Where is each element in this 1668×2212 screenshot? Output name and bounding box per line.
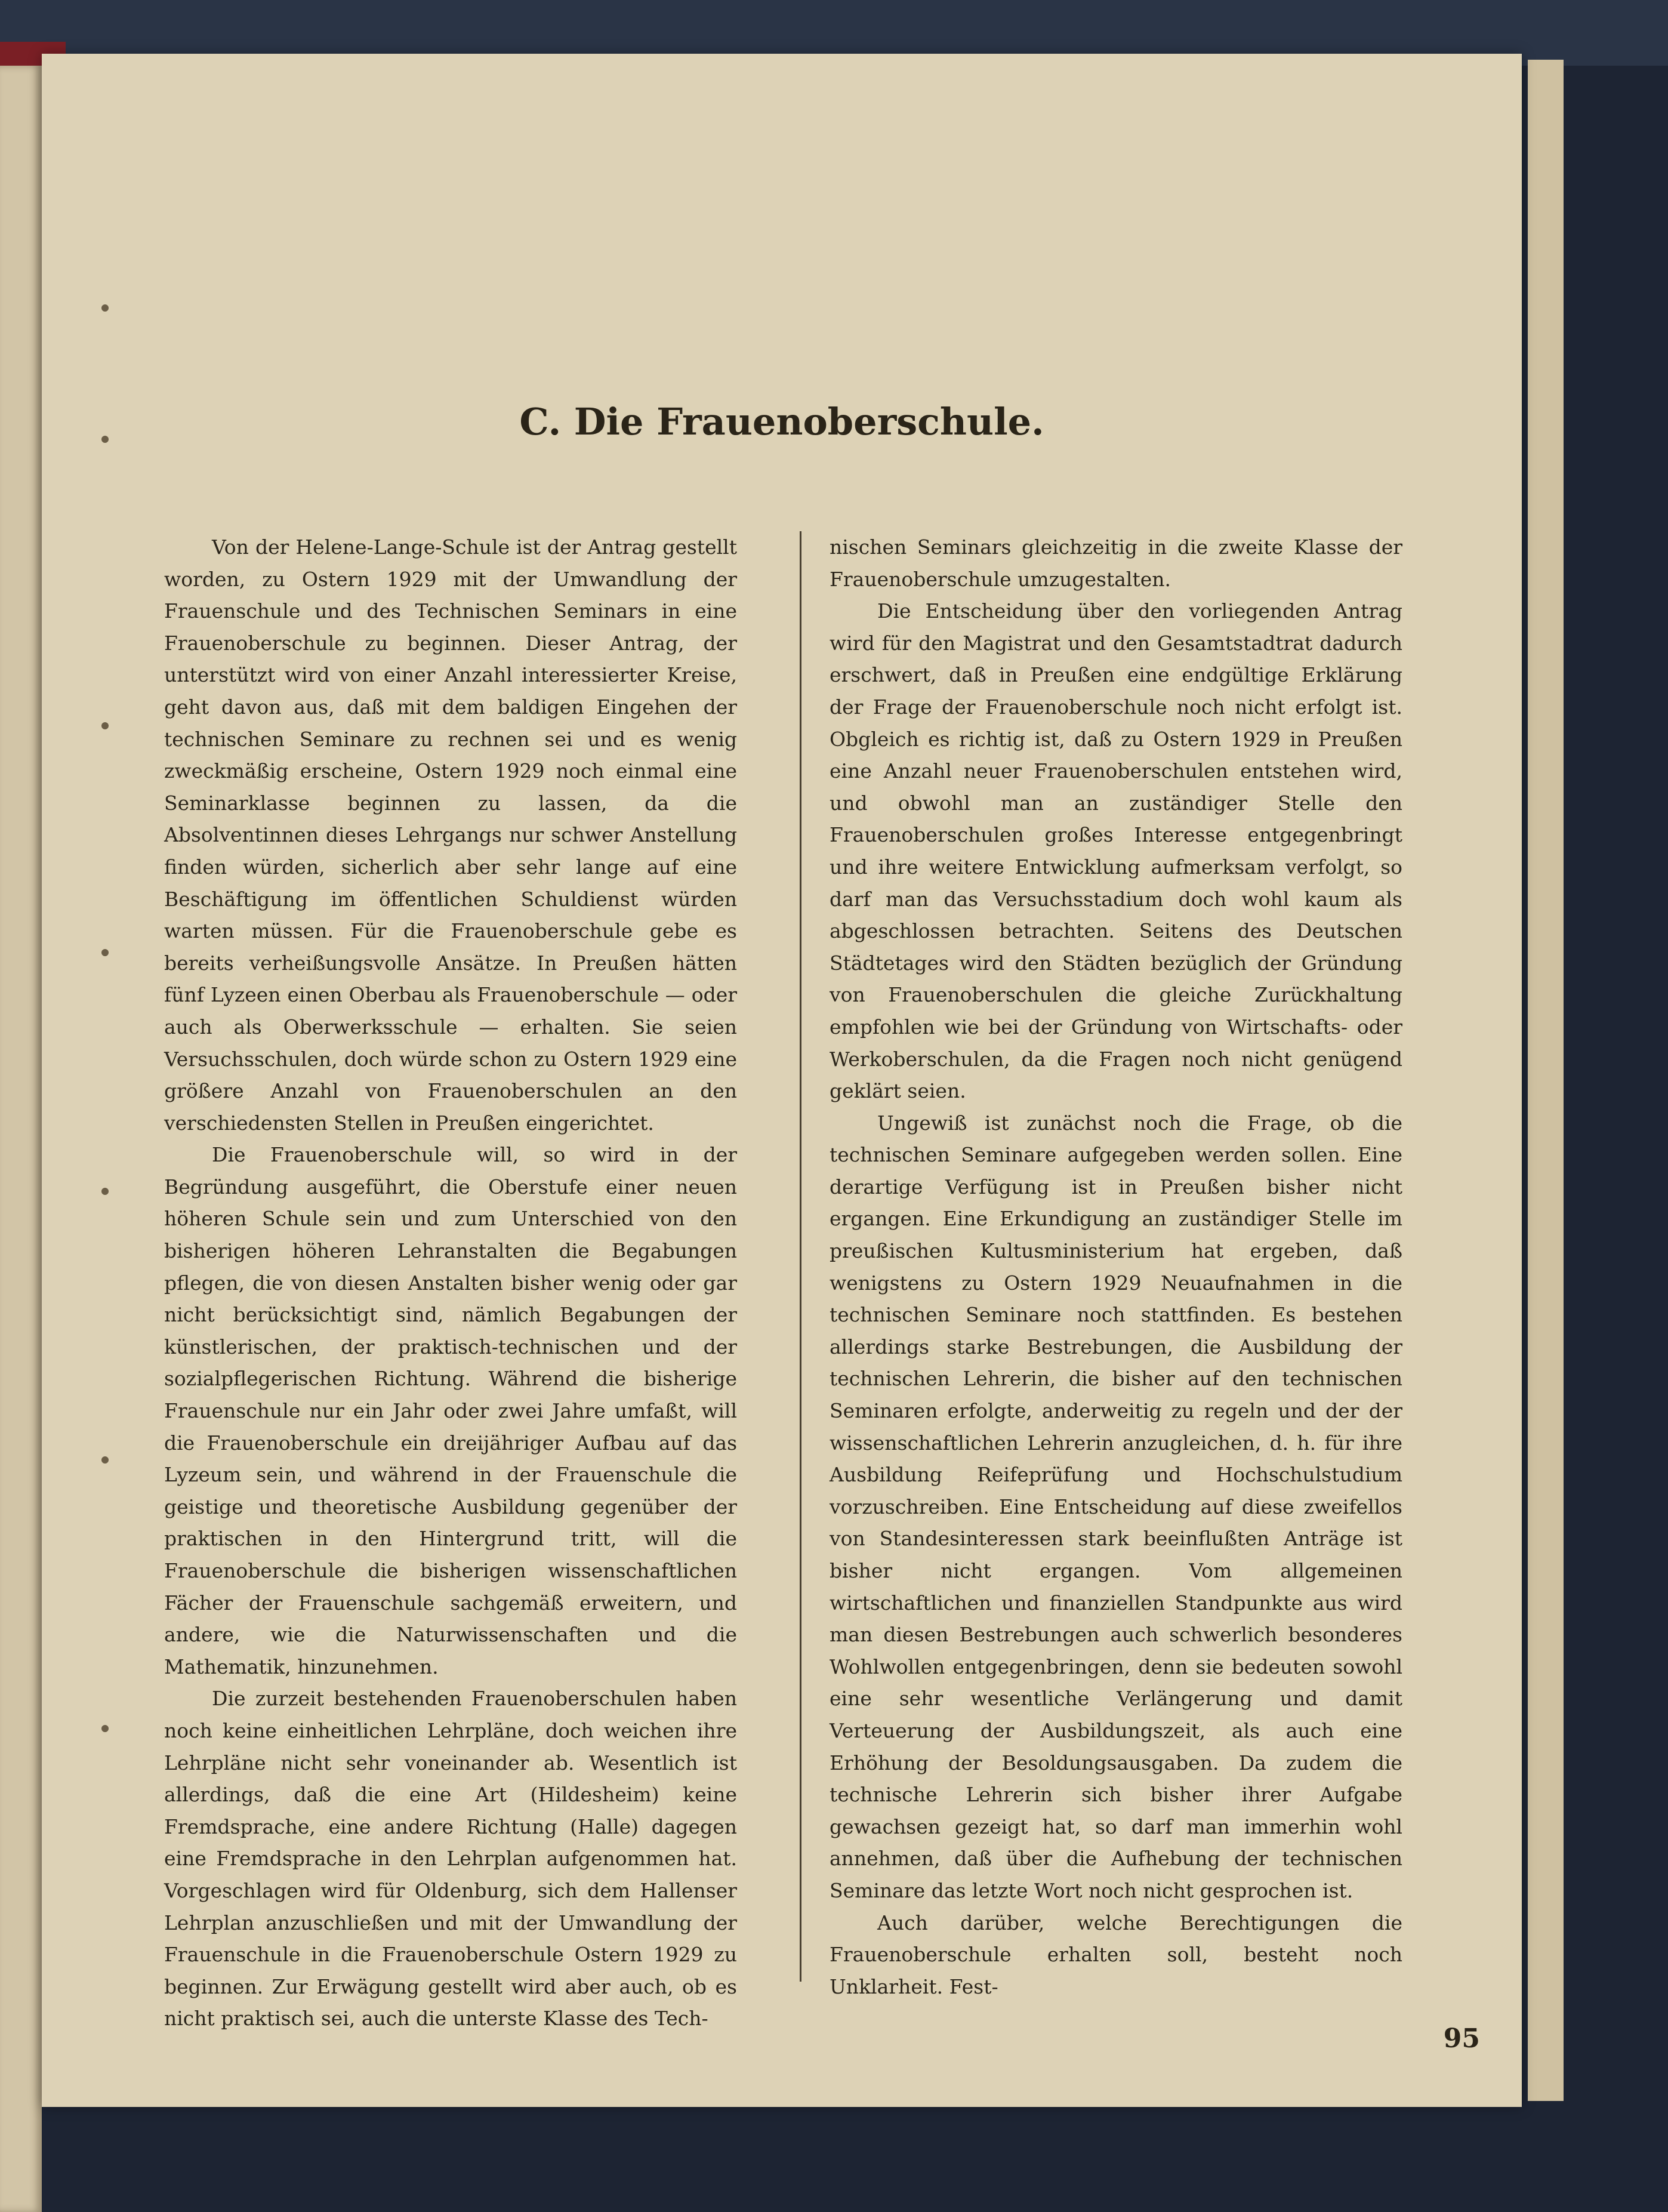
- paragraph: Von der Helene-Lange-Schule ist der Antrag gestellt worden, zu Ostern 1929 mit der Umwandlung der Frauenschule und des Technischen Seminars in eine Frauenoberschule zu beginnen. Dieser Antrag, der unterstützt wird von einer Anzahl interessierter Kreise, geht davon aus, daß mit dem baldigen Eingehen der technischen Seminare zu rechnen sei und es wenig zweckmäßig erscheine, Ostern 1929 noch einmal eine Seminarklasse beginnen zu lassen, da die Absolventinnen dieses Lehrgangs nur schwer Anstellung finden würden, sicherlich aber sehr lange auf eine Beschäftigung im öffentlichen Schuldienst würden warten müssen. Für die Frauenoberschule gebe es bereits verheißungsvolle Ansätze. In Preußen hätten fünf Lyzeen einen Oberbau als Frauenoberschule — oder auch als Oberwerksschule — erhalten. Sie seien Versuchsschulen, doch würde schon zu Ostern 1929 eine größere Anzahl von Frauenoberschulen an den verschiedensten Stellen in Preußen eingerichtet.: [164, 535, 737, 1135]
- document-page: [42, 54, 1522, 2107]
- binding-hole: [101, 722, 109, 729]
- binding-hole: [101, 1725, 109, 1732]
- left-text-column: [164, 531, 737, 2031]
- paragraph: Die Frauenoberschule will, so wird in der Begründung ausgeführt, die Oberstufe einer neuen höheren Schule sein und zum Unterschied von den bisherigen höheren Lehranstalten die Begabungen pflegen, die von diesen Anstalten bisher wenig oder gar nicht berücksichtigt sind, nämlich Begabungen der künstlerischen, der praktisch-technischen und der sozialpflegerischen Richtung. Während die bisherige Frauenschule nur ein Jahr oder zwei Jahre umfaßt, will die Frauenoberschule ein dreijähriger Aufbau auf das Lyzeum sein, und während in der Frauenschule die geistige und theoretische Ausbildung gegenüber der praktischen in den Hintergrund tritt, will die Frauenoberschule die bisherigen wissenschaftlichen Fächer der Frauenschule sachgemäß erweitern, und andere, wie die Naturwissenschaften und die Mathematik, hinzunehmen.: [164, 1143, 737, 1678]
- binding-hole: [101, 949, 109, 956]
- column-divider: [800, 531, 801, 1982]
- paragraph: Auch darüber, welche Berechtigungen die Frauenoberschule erhalten soll, besteht noch Unklarheit. Fest-: [830, 1911, 1402, 1998]
- section-heading: C. Die Frauenoberschule.: [519, 400, 1044, 443]
- paragraph: Die zurzeit bestehenden Frauenoberschulen haben noch keine einheitlichen Lehrpläne, doch weichen ihre Lehrpläne nicht sehr voneinander ab. Wesentlich ist allerdings, daß die eine Art (Hildesheim) keine Fremdsprache, eine andere Richtung (Halle) dagegen eine Fremdsprache in den Lehrplan aufgenommen hat. Vorgeschlagen wird für Oldenburg, sich dem Hallenser Lehrplan anzuschließen und mit der Umwandlung der Frauenschule in die Frauenoberschule Ostern 1929 zu beginnen. Zur Erwägung gestellt wird aber auch, ob es nicht praktisch sei, auch die unterste Klasse des Tech-: [164, 1687, 737, 2031]
- right-text-column: [830, 531, 1402, 2011]
- paragraph: Die Entscheidung über den vorliegenden Antrag wird für den Magistrat und den Gesamtstadtrat dadurch erschwert, daß in Preußen eine endgültige Erklärung der Frage der Frauenoberschule noch nicht erfolgt ist. Obgleich es richtig ist, daß zu Ostern 1929 in Preußen eine Anzahl neuer Frauenoberschulen entstehen wird, und obwohl man an zuständiger Stelle den Frauenoberschulen großes Interesse entgegenbringt und ihre weitere Entwicklung aufmerksam verfolgt, so darf man das Versuchsstadium doch wohl kaum als abgeschlossen betrachten. Seitens des Deutschen Städtetages wird den Städten bezüglich der Gründung von Frauenoberschulen die gleiche Zurückhaltung empfohlen wie bei der Gründung von Wirtschafts- oder Werkoberschulen, da die Fragen noch nicht genügend geklärt seien.: [830, 599, 1402, 1103]
- paragraph: nischen Seminars gleichzeitig in die zweite Klasse der Frauenoberschule umzugestalten.: [830, 535, 1402, 591]
- binding-hole: [101, 1456, 109, 1464]
- page-number: 95: [1443, 2023, 1480, 2054]
- binding-hole: [101, 1188, 109, 1195]
- binding-hole: [101, 304, 109, 312]
- paragraph: Ungewiß ist zunächst noch die Frage, ob die technischen Seminare aufgegeben werden sollen. Eine derartige Verfügung ist in Preußen bisher nicht ergangen. Eine Erkundigung an zuständiger Stelle im preußischen Kultusministerium hat ergeben, daß wenigstens zu Ostern 1929 Neuaufnahmen in die technischen Seminare noch stattfinden. Es bestehen allerdings starke Bestrebungen, die Ausbildung der technischen Lehrerin, die bisher auf den technischen Seminaren erfolgte, anderweitig zu regeln und der der wissenschaftlichen Lehrerin anzugleichen, d. h. für ihre Ausbildung Reifeprüfung und Hochschulstudium vorzuschreiben. Eine Entscheidung auf diese zweifellos von Standesinteressen stark beeinflußten Anträge ist bisher nicht ergangen. Vom allgemeinen wirtschaftlichen und finanziellen Standpunkte aus wird man diesen Bestrebungen auch schwerlich besonderes Wohlwollen entgegenbringen, denn sie bedeuten sowohl eine sehr wesentliche Verlängerung und damit Verteuerung der Ausbildungszeit, als auch eine Erhöhung der Besoldungsausgaben. Da zudem die technische Lehrerin sich bisher ihrer Aufgabe gewachsen gezeigt hat, so darf man immerhin wohl annehmen, daß über die Aufhebung der technischen Seminare das letzte Wort noch nicht gesprochen ist.: [830, 1111, 1402, 1902]
- facing-page-edge: [0, 66, 42, 2212]
- page-stack-edge: [1528, 60, 1564, 2101]
